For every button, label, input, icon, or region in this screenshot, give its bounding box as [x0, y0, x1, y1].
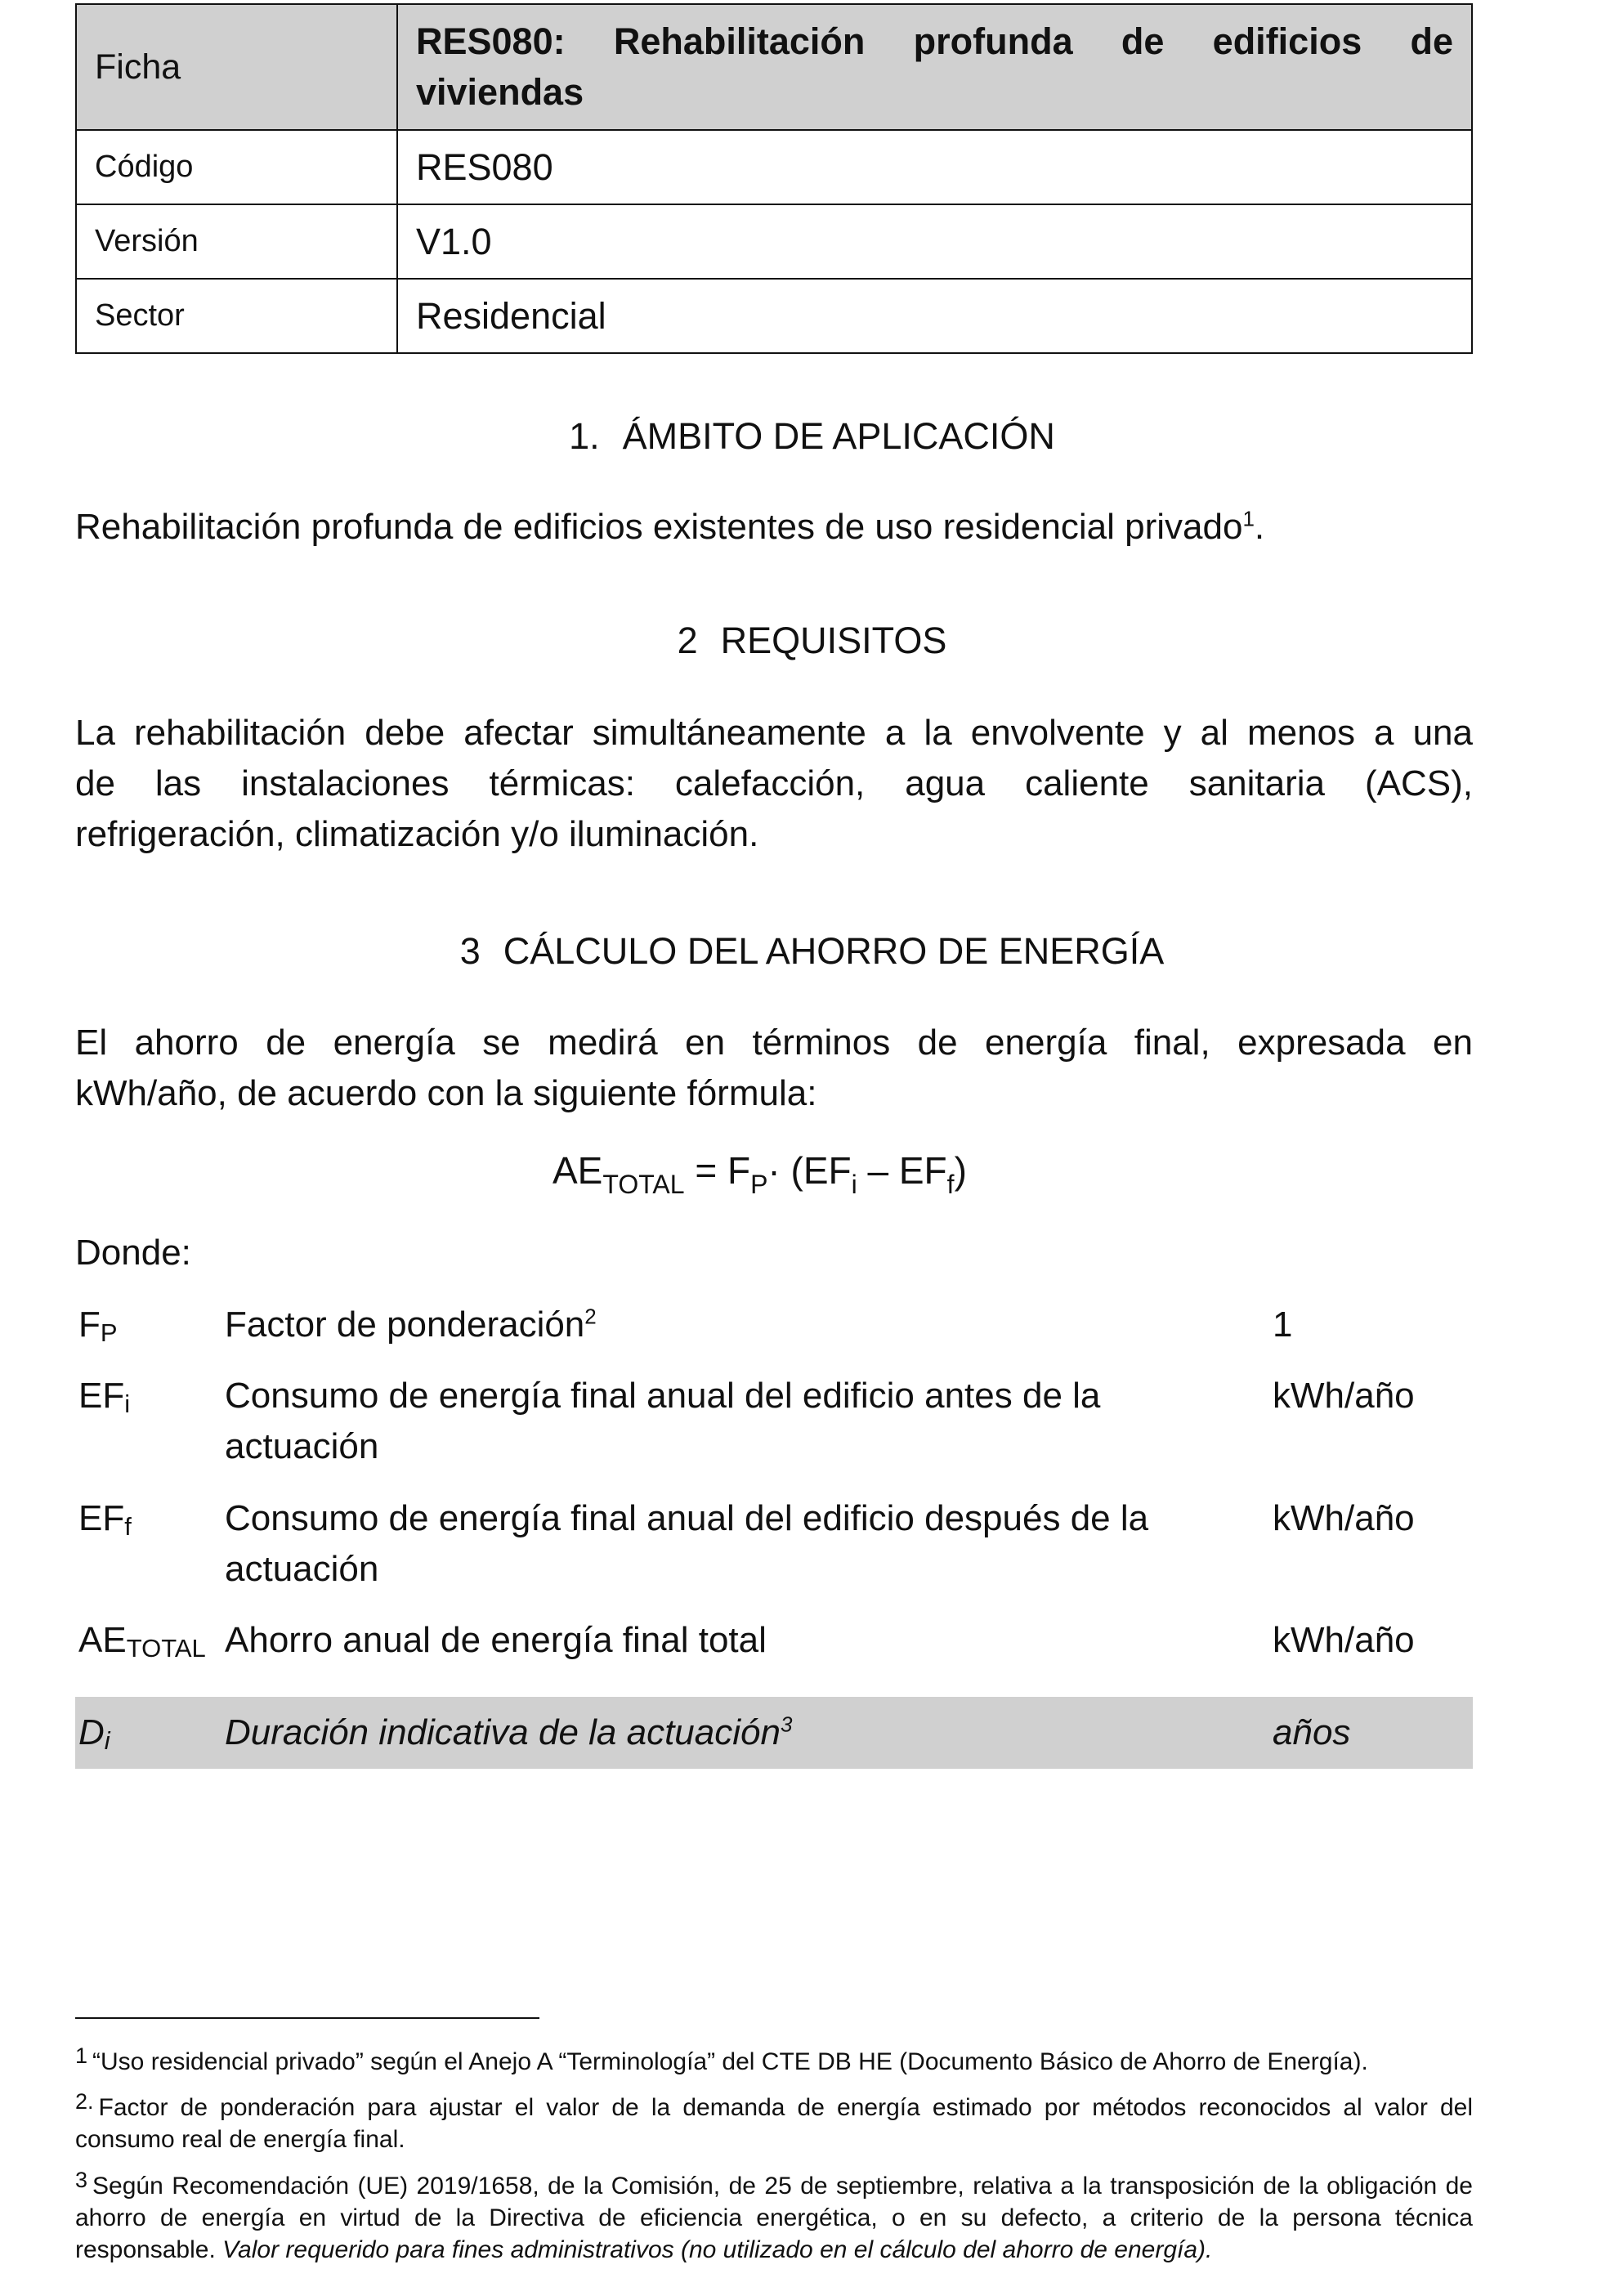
definition-row-di [75, 1697, 1473, 1769]
section3-title: CÁLCULO DEL AHORRO DE ENERGÍA [503, 930, 1165, 972]
definition-unit: años [1273, 1712, 1351, 1752]
symbol-main: F [78, 1305, 101, 1345]
footnote-mark: 1 [75, 2043, 88, 2068]
symbol-sub: TOTAL [126, 1634, 206, 1663]
ficha-title [397, 4, 1472, 130]
ficha-row-codigo [76, 130, 1472, 204]
section3-number: 3 [459, 930, 481, 972]
description-text: Consumo de energía final anual del edificio después de la [225, 1498, 1149, 1538]
section3-line: kWh/año, de acuerdo con la siguiente fórmula: [75, 1073, 817, 1113]
symbol-sub: P [100, 1318, 118, 1347]
section1-number: 1. [569, 415, 600, 457]
definition-unit: kWh/año [1273, 1498, 1415, 1538]
symbol-main: EF [78, 1498, 125, 1538]
section2-line: de las instalaciones térmicas: calefacción, agua caliente sanitaria (ACS), [75, 763, 1473, 803]
section1-heading [0, 415, 1624, 458]
footnote-mark: 2. [75, 2089, 94, 2114]
footnote-ref-1: 1 [1242, 506, 1255, 531]
ficha-row-value: V1.0 [397, 204, 1472, 279]
symbol-main: D [78, 1712, 105, 1752]
definition-description [225, 1300, 1304, 1350]
section3-line: El ahorro de energía se medirá en términos de energía final, expresada en [75, 1023, 1473, 1063]
section2-line: La rehabilitación debe afectar simultáneamente a la envolvente y al menos a una [75, 713, 1473, 753]
definition-description: Ahorro anual de energía final total [225, 1620, 767, 1660]
ficha-title-line1: RES080: Rehabilitación profunda de edificios de [416, 20, 1453, 62]
description-text: Consumo de energía final anual del edificio antes de la [225, 1376, 1101, 1416]
section2-title: REQUISITOS [720, 620, 947, 661]
formula-ae: AE [553, 1149, 603, 1192]
definition-symbol [78, 1371, 130, 1421]
symbol-sub: f [124, 1512, 132, 1541]
section1-text [75, 502, 1473, 553]
footnote-2 [75, 2086, 1473, 2155]
section3-text [75, 1018, 1473, 1119]
ficha-row-label: Código [76, 130, 397, 204]
section2-line: refrigeración, climatización y/o iluminación. [75, 814, 759, 854]
donde-label: Donde: [75, 1233, 191, 1273]
formula-fp-sub: P [750, 1170, 768, 1199]
definition-description [225, 1707, 1304, 1758]
definition-symbol [78, 1300, 118, 1350]
ficha-table [75, 3, 1473, 354]
footnote-1 [75, 2040, 1473, 2078]
description-text: Duración indicativa de la actuación [225, 1712, 781, 1752]
formula-eff-sub: f [946, 1170, 955, 1199]
ficha-title-line2: viviendas [416, 71, 584, 113]
formula-close: ) [954, 1149, 967, 1192]
section1-title: ÁMBITO DE APLICACIÓN [622, 415, 1055, 457]
symbol-main: EF [78, 1376, 125, 1416]
footnote-text: Factor de ponderación para ajustar el valor de la demanda de energía estimado por métodos reconocidos al valor del consumo real de energía final. [75, 2094, 1473, 2153]
symbol-sub: i [104, 1726, 110, 1755]
section3-heading [0, 930, 1624, 973]
footnote-text: “Uso residencial privado” según el Anejo A “Terminología” del CTE DB HE (Documento Básico de Ahorro de Energía). [92, 2048, 1368, 2075]
description-text-line2: actuación [225, 1549, 379, 1589]
ficha-row-value: RES080 [397, 130, 1472, 204]
formula-eff: – EF [857, 1149, 947, 1192]
formula-efi-sub: i [851, 1170, 857, 1199]
section2-number: 2 [677, 620, 698, 661]
definition-unit: kWh/año [1273, 1620, 1415, 1660]
formula-fp: = F [684, 1149, 751, 1192]
ficha-header-label: Ficha [76, 4, 397, 130]
footnote-separator [75, 2017, 539, 2019]
footnote-ref-2: 2 [584, 1304, 597, 1329]
definition-symbol [78, 1493, 132, 1544]
symbol-sub: i [124, 1390, 131, 1418]
footnote-mark: 3 [75, 2168, 88, 2192]
definition-unit: kWh/año [1273, 1376, 1415, 1416]
description-text: Factor de ponderación [225, 1305, 585, 1345]
ficha-row-version [76, 204, 1472, 279]
section2-text [75, 708, 1473, 860]
symbol-main: AE [78, 1620, 127, 1660]
footnote-italic-text: Valor requerido para fines administrativos (no utilizado en el cálculo del ahorro de energía). [222, 2236, 1213, 2263]
definition-symbol [78, 1615, 206, 1666]
ficha-row-sector [76, 279, 1472, 353]
ficha-row-value: Residencial [397, 279, 1472, 353]
footnote-text: Según Recomendación (UE) 2019/1658, de la Comisión, de 25 de septiembre, relativa a la transposición de la obligación de ahorro de energía en virtud de la Directiva de eficiencia energética, o en su defecto, a criterio de la persona técnica responsable. [75, 2173, 1473, 2263]
definition-description [225, 1371, 1304, 1472]
definition-description [225, 1493, 1304, 1595]
section1-body: Rehabilitación profunda de edificios existentes de uso residencial privado [75, 507, 1243, 547]
energy-formula [553, 1148, 967, 1199]
formula-ae-sub: TOTAL [602, 1170, 685, 1199]
definition-unit: 1 [1273, 1305, 1293, 1345]
footnote-ref-3: 3 [780, 1712, 793, 1737]
section2-heading [0, 620, 1624, 662]
section1-period: . [1254, 507, 1265, 547]
ficha-row-label: Versión [76, 204, 397, 279]
description-text-line2: actuación [225, 1426, 379, 1466]
footnote-3 [75, 2164, 1473, 2266]
formula-efi: · (EF [767, 1149, 852, 1192]
definition-symbol [78, 1707, 110, 1758]
ficha-header-row [76, 4, 1472, 130]
ficha-row-label: Sector [76, 279, 397, 353]
